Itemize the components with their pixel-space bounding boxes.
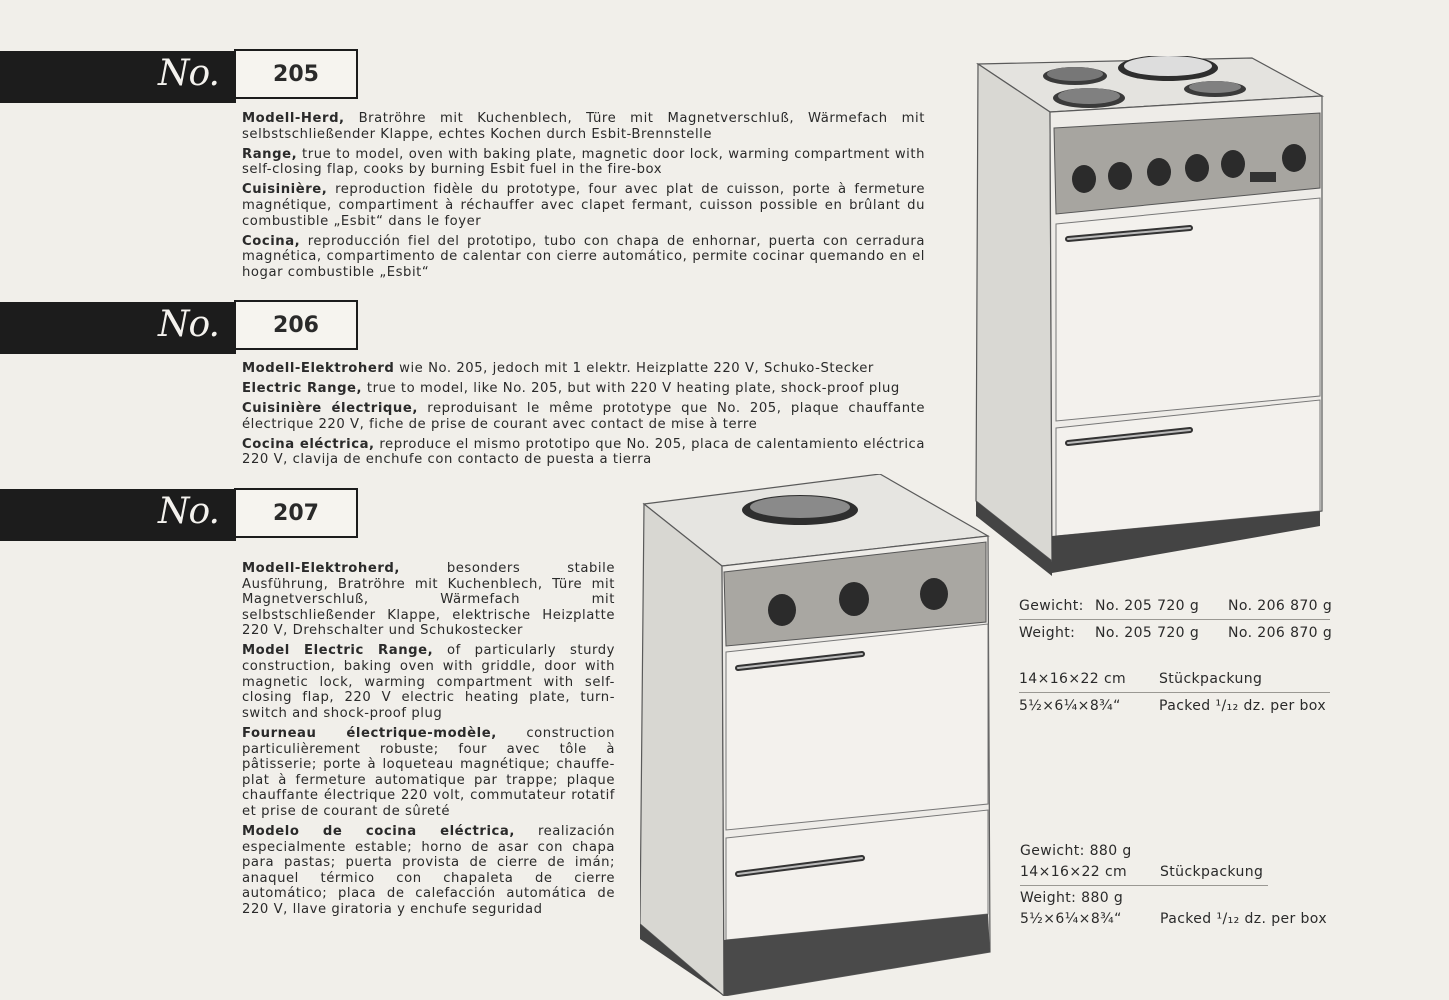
no-label-207: No.	[158, 491, 219, 532]
desc-207-en: Model Electric Range, of particularly sturdy construction, baking oven with griddle, door with magnetic lock, warming compartment with self-closing flap, 220 V electric heating plate, turn-switch and shock-proof plug	[242, 643, 616, 721]
model-206-description	[242, 361, 925, 473]
dims-in-205: 5½×6¼×8¾“	[1019, 698, 1121, 714]
desc-205-es: Cocina, reproducción fiel del prototipo, tubo con chapa de enhornar, puerta con cerradura magnética, compartimento de calentar con cierre automático, permite cocinar quemando en el hogar combustible „Esbit“	[242, 233, 925, 280]
desc-205-en: Range, true to model, oven with baking plate, magnetic door lock, warming compartment with self-closing flap, cooks by burning Esbit fuel in the fire-box	[242, 146, 925, 178]
desc-207-fr: Fourneau électrique-modèle, construction particulièrement robuste; four avec tôle à pâtisserie; porte à loqueteau magnétique; chauffe-plat à fermeture automatique par trappe; plaque chauffante électrique 220 volt, commutateur rotatif et prise de courant de sûreté	[242, 725, 615, 819]
dims-cm-205: 14×16×22 cm	[1019, 671, 1127, 687]
desc-206-fr: Cuisinière électrique, reproduisant le même prototype que No. 205, plaque chauffante électrique 220 V, fiche de prise de courant avec contact de mise à terre	[242, 401, 925, 432]
weight-206: No. 206 870 g	[1228, 625, 1333, 641]
weight-label: Weight:	[1019, 625, 1076, 641]
desc-206-en: Electric Range, true to model, like No. 205, but with 220 V heating plate, shock-proof plug	[242, 381, 900, 397]
specs-divider	[1019, 619, 1330, 620]
no-label-205: No.	[158, 53, 219, 94]
stove-205-206-illustration	[972, 56, 1327, 576]
desc-207-es: Modelo de cocina eléctrica, realización especialmente estable; horno de asar con chapa para pastas; puerta provista de cierre de imán; anaquel térmico con chapaleta de cierre automático; placa de calefacción automática de 220 V, llave giratoria y enchufe seguridad	[242, 824, 615, 917]
model-number-205: 205	[234, 49, 358, 99]
desc-207-de: Modell-Elektroherd, besonders stabile Ausführung, Bratröhre mit Kuchenblech, Türe mit Magnetverschluß, Wärmefach mit selbstschließender Klappe, elektrische Heizplatte 220 V, Drehschalter und Schukostecker	[242, 561, 615, 639]
gewicht-206: No. 206 870 g	[1228, 598, 1333, 614]
model-number-206: 206	[234, 300, 358, 350]
model-205-description	[242, 111, 925, 285]
no-label-206: No.	[158, 304, 219, 345]
desc-205-de: Modell-Herd, Bratröhre mit Kuchenblech, Türe mit Magnetverschluß, Wärmefach mit selbstschließender Klappe, echtes Kochen durch Esbit-Brennstelle	[242, 111, 925, 142]
gewicht-205: No. 205 720 g	[1095, 598, 1200, 614]
dims-cm-207: 14×16×22 cm	[1020, 864, 1128, 880]
gewicht-label: Gewicht:	[1019, 598, 1084, 614]
pack-en-207: Packed ¹/₁₂ dz. per box	[1160, 911, 1328, 927]
weight-207: Weight: 880 g	[1020, 890, 1124, 906]
desc-205-fr: Cuisinière, reproduction fidèle du prototype, four avec plat de cuisson, porte à fermeture magnétique, compartiment à réchauffer avec clapet fermant, cuisson possible en brûlant du combustible „Esbit“ dans le foyer	[242, 182, 925, 229]
pack-divider-205	[1019, 692, 1330, 693]
model-207-description	[242, 561, 615, 922]
pack-en-205: Packed ¹/₁₂ dz. per box	[1159, 698, 1327, 714]
desc-206-de: Modell-Elektroherd wie No. 205, jedoch mit 1 elektr. Heizplatte 220 V, Schuko-Stecker	[242, 361, 874, 376]
pack-de-205: Stückpackung	[1159, 671, 1263, 687]
model-number-207: 207	[234, 488, 358, 538]
pack-de-207: Stückpackung	[1160, 864, 1264, 880]
weight-205: No. 205 720 g	[1095, 625, 1200, 641]
gewicht-207: Gewicht: 880 g	[1020, 843, 1132, 859]
dims-in-207: 5½×6¼×8¾“	[1020, 911, 1122, 927]
desc-206-es: Cocina eléctrica, reproduce el mismo prototipo que No. 205, placa de calentamiento eléctrica 220 V, clavija de enchufe con contacto de puesta a tierra	[242, 436, 925, 468]
pack-divider-207	[1020, 885, 1268, 886]
stove-207-illustration	[640, 474, 995, 996]
